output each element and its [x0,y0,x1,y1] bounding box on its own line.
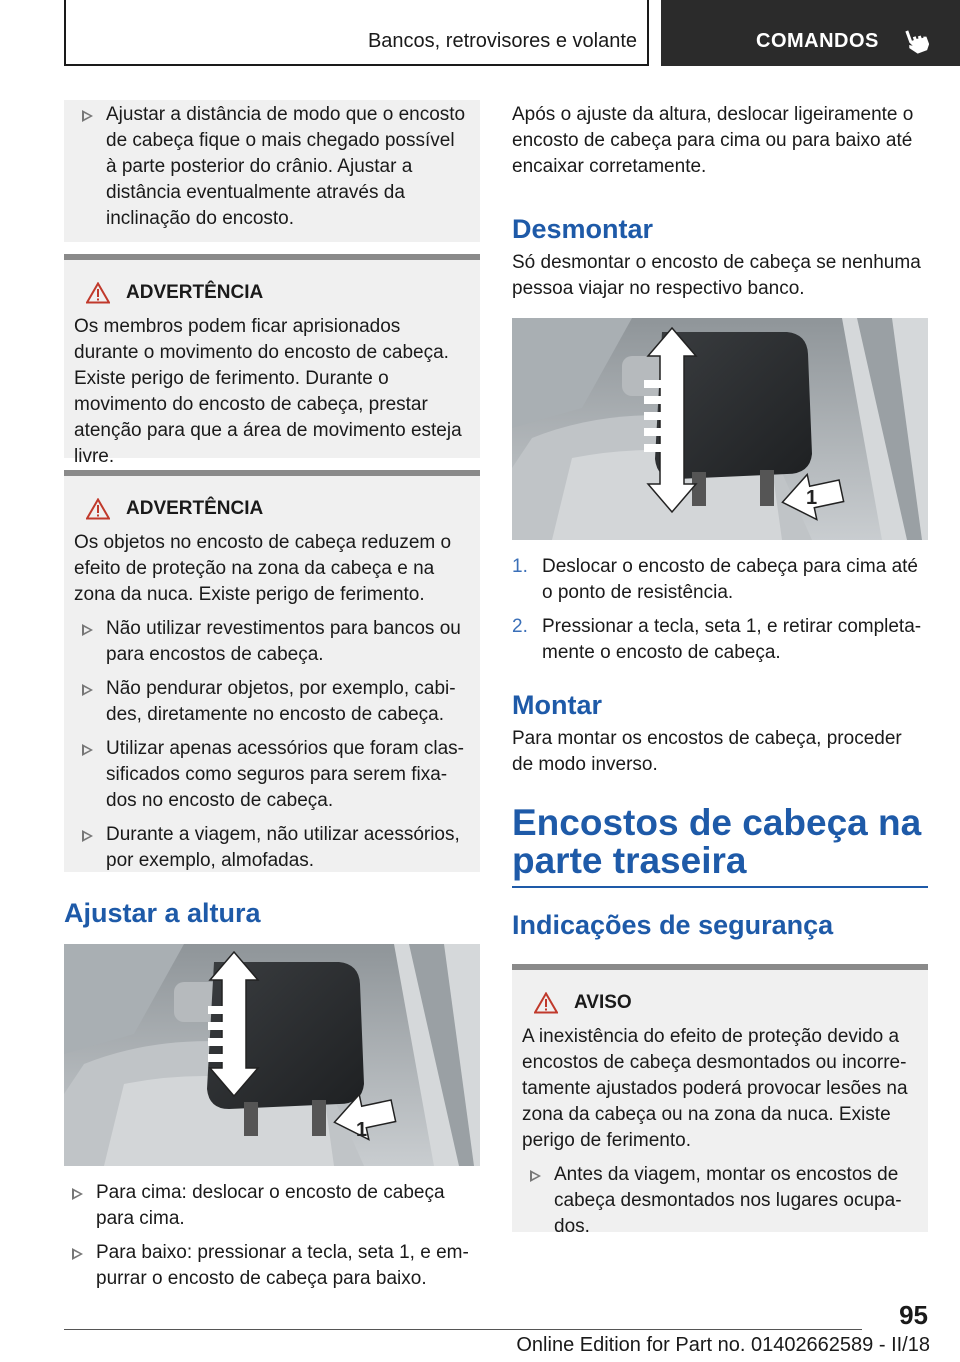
paragraph: Após o ajuste da altura, deslocar ligeiramente o encosto de cabeça para cima ou para baixo até encaixar corretamente. [512,104,914,177]
section-tab [64,0,649,66]
height-list [64,1180,480,1292]
figure-label: 1 [806,487,818,509]
heading-safety: Indicações de segurança [512,910,834,940]
heading-mount: Montar [512,690,602,720]
right-column [512,100,928,1237]
paragraph: Só desmontar o encosto de cabeça se nenhuma pessoa viajar no respectivo banco. [512,252,921,299]
triangle-bullet-icon [82,830,93,842]
headrest-remove-figure [512,318,928,540]
warning-text: Os objetos no encosto de cabeça reduzem o efeito de proteção na zona da cabeça e na zona da nuca. Existe perigo de ferimento. [74,532,452,605]
triangle-bullet-icon [82,110,93,122]
warning-triangle-icon [534,992,558,1014]
warning-box [64,470,480,872]
list-item: Durante a viagem, não utilizar acessórios, por exemplo, almofadas. [74,822,470,874]
notice-box [512,964,928,1237]
warning-heading: ADVERTÊNCIA [86,494,470,524]
hand-pointer-icon [905,26,929,54]
list-item: Não pendurar objetos, por exemplo, cabides, diretamente no encosto de cabeça. [74,676,470,728]
page-number: 95 [899,1300,928,1330]
warning-triangle-icon [86,498,110,520]
list-item: Não utilizar revestimentos para bancos ou para encostos de cabeça. [74,616,470,668]
warning-text: Os membros podem ficar aprisionados durante o movimento do encosto de cabeça. Existe perigo de ferimento. Durante o movimento do encosto de cabeça, prestar atenção para que a área de movimento esteja livre. [74,316,462,467]
headrest-height-figure [64,944,480,1166]
list-item: Antes da viagem, montar os encostos de cabeça desmontados nos lugares ocupados. [522,1162,918,1240]
section-title: Bancos, retrovisores e volante [367,30,637,52]
list-item: Para baixo: pressionar a tecla, seta 1, e empurrar o encosto de cabeça para baixo. [64,1240,480,1292]
list-item: Para cima: deslocar o encosto de cabeça para cima. [64,1180,480,1232]
left-column [64,100,480,1300]
list-item: Ajustar a distância de modo que o encosto de cabeça fique o mais chegado possível à parte posterior do crânio. Ajustar a distância eventualmente através da inclinação do encosto. [74,102,470,232]
triangle-bullet-icon [82,684,93,696]
list-item: 2. Pressionar a tecla, seta 1, e retirar completamente o encosto de cabeça. [512,616,922,663]
notice-heading: AVISO [534,988,918,1018]
heading-adjust-height: Ajustar a altura [64,898,261,928]
heading-remove: Desmontar [512,214,654,244]
triangle-bullet-icon [72,1188,83,1200]
list-item: Utilizar apenas acessórios que foram classificados como seguros para serem fixados no encosto de cabeça. [74,736,470,814]
chapter-tab [661,0,960,66]
figure-label: 1 [356,1119,368,1141]
paragraph: Para montar os encostos de cabeça, proceder de modo inverso. [512,728,902,775]
warning-triangle-icon [86,282,110,304]
triangle-bullet-icon [72,1248,83,1260]
footer-divider [64,1329,862,1330]
triangle-bullet-icon [530,1170,541,1182]
list-item: 1. Deslocar o encosto de cabeça para cima até o ponto de resistência. [512,556,918,603]
triangle-bullet-icon [82,744,93,756]
warning-box [64,254,480,467]
notice-text: A inexistência do efeito de proteção devido a encostos de cabeça desmontados ou incorretamente ajustados poderá provocar lesões na zona da cabeça ou na zona da nuca. Existe perigo de ferimento. [522,1026,908,1151]
intro-box [64,100,480,242]
remove-steps [512,554,928,666]
warning-heading: ADVERTÊNCIA [86,278,470,308]
triangle-bullet-icon [82,624,93,636]
edition-text: Online Edition for Part no. 01402662589 - II/18 [516,1334,930,1356]
page-header [64,0,960,66]
chapter-title: COMANDOS [756,30,879,52]
heading-rear-headrests: Encostos de cabeça na parte traseira [512,804,928,888]
